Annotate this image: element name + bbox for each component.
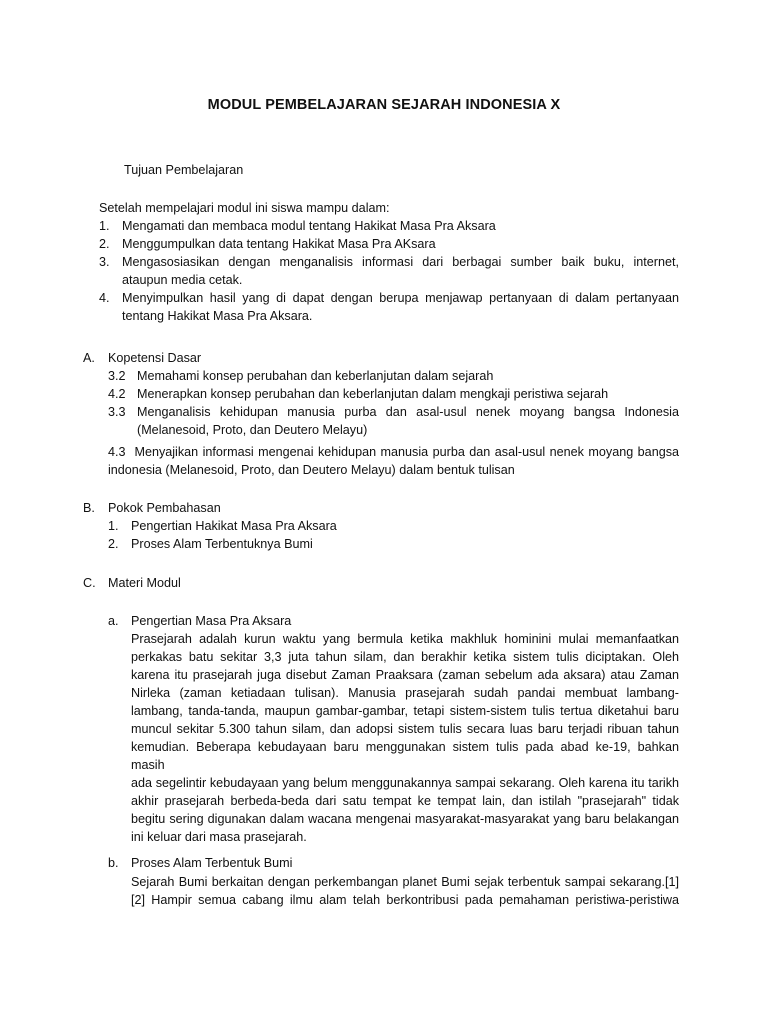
list-item-number: 1.: [99, 219, 110, 233]
section-b-letter: B.: [83, 501, 95, 515]
list-item-text: Mengasosiasikan dengan menganalisis informasi dari berbagai sumber baik buku, internet,: [122, 255, 679, 269]
paragraph-line: karena itu prasejarah juga disebut Zaman Praaksara (zaman sebelum ada aksara) atau Zaman: [131, 668, 679, 682]
paragraph-line: Prasejarah adalah kurun waktu yang bermula ketika makhluk hominini mulai memanfaatkan: [131, 632, 679, 646]
paragraph-line: perkakas batu sekitar 3,3 juta tahun silam, dan berakhir ketika sistem tulis diciptakan. Oleh: [131, 650, 679, 664]
list-item-number: 2.: [108, 537, 119, 551]
list-item-text: Proses Alam Terbentuknya Bumi: [131, 537, 313, 551]
list-item: [99, 217, 679, 235]
list-item-text: Menggumpulkan data tentang Hakikat Masa Pra AKsara: [122, 237, 436, 251]
subsection-a-heading: Pengertian Masa Pra Aksara: [131, 614, 292, 628]
list-item: [108, 367, 679, 385]
subsection-a-paragraph: [131, 630, 679, 846]
list-item: [99, 289, 679, 325]
list-item: [108, 443, 679, 461]
list-item-text: Menyimpulkan hasil yang di dapat dengan berupa menjawap pertanyaan di dalam pertanyaan: [122, 291, 679, 305]
paragraph-line: Sejarah Bumi berkaitan dengan perkembangan planet Bumi sejak terbentuk sampai sekarang.[1]: [131, 875, 679, 889]
paragraph-line: Nirleka (zaman ketiadaan tulisan). Manusia prasejarah sudah pandai membuat lambang-: [131, 686, 679, 700]
tujuan-heading: Tujuan Pembelajaran: [124, 163, 244, 177]
paragraph-line: muncul sekitar 5.300 tahun silam, dan adopsi sistem tulis secara luas baru terjadi ribuan tahun: [131, 722, 679, 736]
kompetensi-list: [108, 367, 679, 439]
list-item-number: 3.: [99, 255, 110, 269]
list-item-number: 4.2: [108, 387, 126, 401]
list-item: [108, 385, 679, 403]
section-c-heading: Materi Modul: [108, 576, 181, 590]
list-item-text: tentang Hakikat Masa Pra Aksara.: [122, 309, 313, 323]
section-c-letter: C.: [83, 576, 96, 590]
list-item-number: 2.: [99, 237, 110, 251]
subsection-a-letter: a.: [108, 614, 119, 628]
subsection-b-heading: Proses Alam Terbentuk Bumi: [131, 856, 293, 870]
list-item-number: 1.: [108, 519, 119, 533]
section-a-letter: A.: [83, 351, 95, 365]
list-item-text: Menerapkan konsep perubahan dan keberlanjutan dalam mengkaji peristiwa sejarah: [137, 387, 609, 401]
list-item-text: Pengertian Hakikat Masa Pra Aksara: [131, 519, 337, 533]
list-item-number: 4.: [99, 291, 110, 305]
paragraph-line: ini keluar dari masa prasejarah.: [131, 830, 307, 844]
list-item-text: (Melanesoid, Proto, dan Deutero Melayu): [137, 423, 368, 437]
list-item-text: Mengamati dan membaca modul tentang Hakikat Masa Pra Aksara: [122, 219, 496, 233]
list-item-text: ataupun media cetak.: [122, 273, 243, 287]
paragraph-line: akhir prasejarah berbeda-beda dari satu tempat ke tempat lain, dan istilah "prasejarah" tidak: [131, 794, 679, 808]
section-a-heading: Kopetensi Dasar: [108, 351, 202, 365]
list-item-number: 4.3: [108, 445, 126, 459]
section-b-heading: Pokok Pembahasan: [108, 501, 221, 515]
list-item-text: Memahami konsep perubahan dan keberlanjutan dalam sejarah: [137, 369, 494, 383]
list-item: [99, 235, 679, 253]
paragraph-line: lambang, tanda-tanda, maupun gambar-gambar, tetapi sistem-sistem tulis tertua diketahui baru: [131, 704, 679, 718]
paragraph-line: ada segelintir kebudayaan yang belum menggunakannya sampai sekarang. Oleh karena itu tarikh: [131, 776, 679, 790]
tujuan-intro: Setelah mempelajari modul ini siswa mampu dalam:: [99, 201, 390, 215]
list-item: [108, 517, 668, 535]
list-item: [108, 535, 668, 553]
paragraph-line: [2] Hampir semua cabang ilmu alam telah berkontribusi pada pemahaman peristiwa-peristiwa: [131, 893, 679, 907]
document-title: MODUL PEMBELAJARAN SEJARAH INDONESIA X: [207, 97, 561, 113]
tujuan-list: [99, 217, 679, 325]
list-item-text: Menganalisis kehidupan manusia purba dan asal-usul nenek moyang bangsa Indonesia: [137, 405, 679, 419]
paragraph-line: begitu sering digunakan dalam wacana mengenai masyarakat-masyarakat yang baru belakangan: [131, 812, 679, 826]
list-item-number: 3.3: [108, 405, 126, 419]
subsection-b-paragraph: [131, 873, 679, 909]
list-item-number: 3.2: [108, 369, 126, 383]
list-item-text: indonesia (Melanesoid, Proto, dan Deutero Melayu) dalam bentuk tulisan: [108, 463, 515, 477]
pokok-list: [108, 517, 668, 553]
paragraph-line: kemudian. Beberapa kebudayaan baru menggunakan sistem tulis pada abad ke-19, bahkan masih: [131, 740, 679, 772]
subsection-b-letter: b.: [108, 856, 119, 870]
list-item: [108, 403, 679, 439]
list-item: [99, 253, 679, 289]
list-item-text: Menyajikan informasi mengenai kehidupan manusia purba dan asal-usul nenek moyang bangsa: [134, 445, 679, 459]
